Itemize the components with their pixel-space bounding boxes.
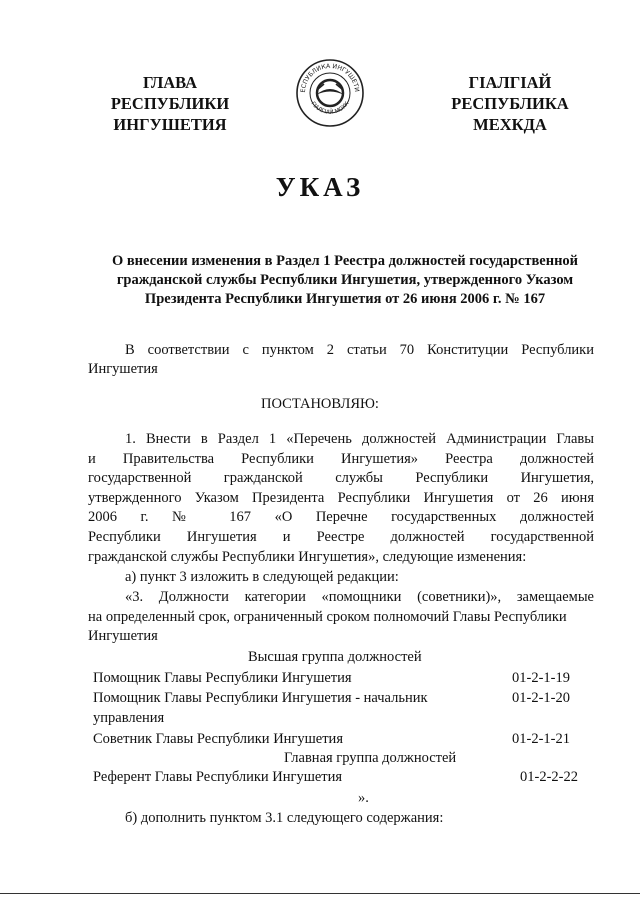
issuer-line: РЕСПУБЛИКИ: [110, 94, 230, 113]
issuer-line: МЕХКДА: [473, 115, 547, 134]
issuer-line: ГIАЛГIАЙ: [468, 73, 552, 92]
position-code: 01-2-2-22: [520, 769, 578, 785]
position-code: 01-2-1-20: [512, 690, 570, 706]
svg-text:РЕСПУБЛИКА ИНГУШЕТИЯ: [294, 57, 360, 93]
paragraph-line: Республики Ингушетия и Реестре должностей государственной: [88, 529, 594, 545]
quote-line: «3. Должности категории «помощники (советники)», замещаемые: [125, 589, 594, 605]
intro-line: В соответствии с пунктом 2 статьи 70 Конституции Республики: [125, 342, 594, 358]
issuer-title-ingush: [440, 72, 580, 135]
intro-line: Ингушетия: [88, 361, 158, 377]
coat-of-arms-icon: [294, 57, 366, 129]
svg-text:ГIАЛГIАЙ МОХК: [309, 101, 350, 116]
quote-close: ».: [358, 790, 369, 806]
paragraph-line: гражданской службы Республики Ингушетия», следующие изменения:: [88, 548, 527, 565]
item-b: б) дополнить пунктом 3.1 следующего содержания:: [125, 810, 444, 826]
position-code: 01-2-1-21: [512, 731, 570, 747]
position-name: Советник Главы Республики Ингушетия: [93, 731, 343, 747]
position-code: 01-2-1-19: [512, 670, 570, 686]
paragraph-line: утвержденного Указом Президента Республики Ингушетия от 26 июня: [88, 489, 594, 506]
subject-line: гражданской службы Республики Ингушетия, утвержденного Указом: [116, 272, 574, 288]
position-name-continued: управления: [93, 710, 165, 726]
paragraph-line: 1. Внести в Раздел 1 «Перечень должностей Администрации Главы: [125, 431, 594, 447]
quote-line: на определенный срок, ограниченный сроком полномочий Главы Республики: [88, 608, 567, 625]
group-heading-high: Высшая группа должностей: [248, 649, 422, 665]
document-subject: [95, 252, 595, 309]
subject-line: О внесении изменения в Раздел 1 Реестра должностей государственной: [111, 253, 579, 269]
issuer-line: ГЛАВА: [142, 73, 198, 92]
paragraph-line: государственной гражданской службы Республики Ингушетия,: [88, 470, 594, 487]
subject-line: Президента Республики Ингушетия от 26 июня 2006 г. № 167: [144, 291, 546, 307]
position-name: Помощник Главы Республики Ингушетия: [93, 670, 352, 686]
issuer-line: РЕСПУБЛИКА: [451, 94, 569, 113]
group-heading-main: Главная группа должностей: [284, 750, 457, 766]
issuer-title-russian: [95, 72, 245, 135]
issuer-line: ИНГУШЕТИЯ: [113, 115, 227, 134]
document-title: УКАЗ: [275, 172, 365, 202]
page-edge-line: [0, 893, 640, 894]
paragraph-line: 2006 г. № 167 «О Перечне государственных должностей: [88, 509, 594, 526]
emblem-top-text: ЕСПУБЛИКА ИНГУШЕТИ: [299, 62, 361, 93]
position-name: Помощник Главы Республики Ингушетия - начальник: [93, 690, 428, 706]
position-name: Референт Главы Республики Ингушетия: [93, 769, 343, 785]
quote-line: Ингушетия: [88, 628, 158, 645]
paragraph-line: и Правительства Республики Ингушетия» Реестра должностей: [88, 450, 594, 467]
item-a: а) пункт 3 изложить в следующей редакции:: [125, 569, 399, 585]
emblem-bottom-text: ГIАЛГIАЙ МОХК: [309, 100, 351, 116]
resolve-heading: ПОСТАНОВЛЯЮ:: [261, 396, 379, 412]
